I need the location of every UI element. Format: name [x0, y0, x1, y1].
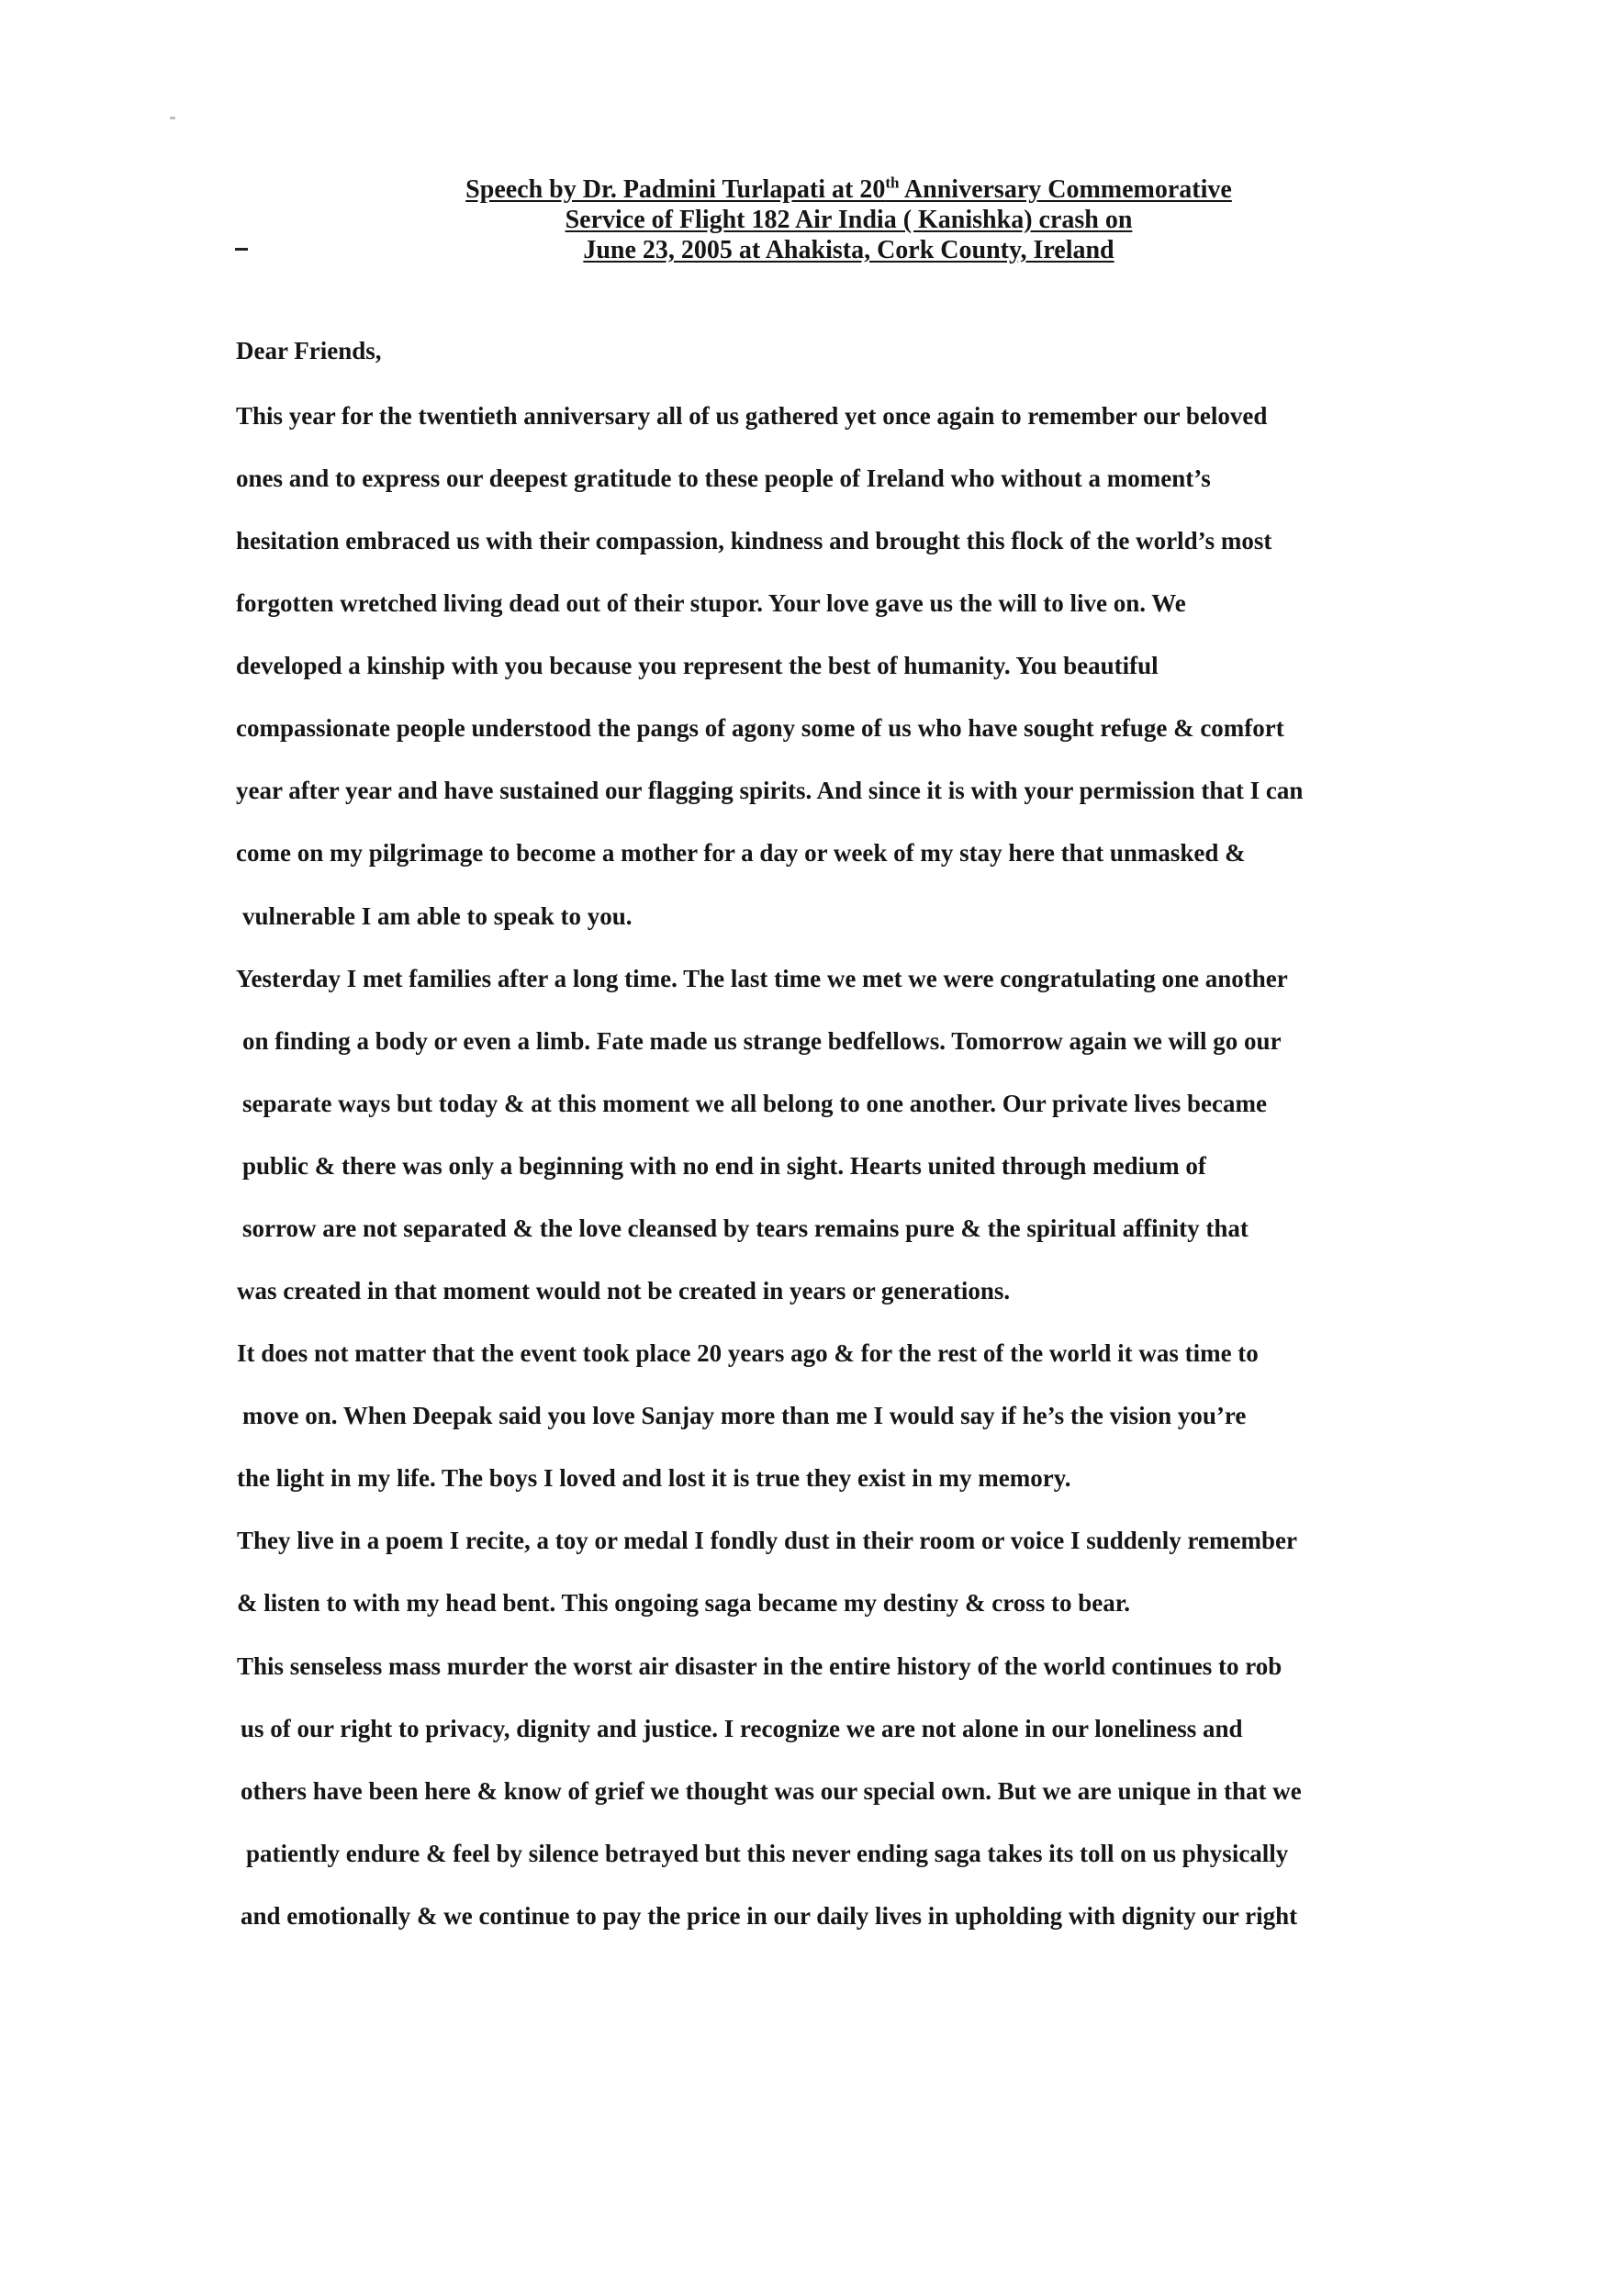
- body-line: compassionate people understood the pangs of agony some of us who have sought refuge & comfort: [236, 714, 1284, 742]
- body-line: us of our right to privacy, dignity and justice. I recognize we are not alone in our loneliness and: [241, 1715, 1243, 1742]
- body-line: This senseless mass murder the worst air disaster in the entire history of the world continues to rob: [237, 1652, 1282, 1680]
- body-line: was created in that moment would not be created in years or generations.: [237, 1277, 1011, 1304]
- body-line: sorrow are not separated & the love cleansed by tears remains pure & the spiritual affinity that: [242, 1215, 1249, 1242]
- title-line-2: Service of Flight 182 Air India ( Kanishka) crash on: [565, 206, 1133, 234]
- body-line: vulnerable I am able to speak to you.: [242, 902, 633, 930]
- body-line: separate ways but today & at this moment we all belong to one another. Our private lives became: [242, 1090, 1267, 1117]
- body-line: year after year and have sustained our flagging spirits. And since it is with your permission that I can: [236, 777, 1304, 804]
- body-line: on finding a body or even a limb. Fate made us strange bedfellows. Tomorrow again we will go our: [242, 1027, 1282, 1055]
- scan-speck: [170, 117, 175, 119]
- body-line: and emotionally & we continue to pay the price in our daily lives in upholding with dignity our right: [241, 1902, 1298, 1930]
- salutation: Dear Friends,: [236, 337, 382, 364]
- body-line: ones and to express our deepest gratitude to these people of Ireland who without a moment’s: [236, 465, 1211, 492]
- body-line: developed a kinship with you because you represent the best of humanity. You beautiful: [236, 652, 1159, 679]
- speech-title: [0, 174, 1624, 265]
- body-line: public & there was only a beginning with no end in sight. Hearts united through medium of: [242, 1152, 1206, 1180]
- body-line: move on. When Deepak said you love Sanjay more than me I would say if he’s the vision you’re: [242, 1402, 1247, 1429]
- body-line: It does not matter that the event took place 20 years ago & for the rest of the world it was time to: [237, 1339, 1259, 1367]
- body-line: hesitation embraced us with their compassion, kindness and brought this flock of the world’s most: [236, 527, 1272, 554]
- title-line-1: Speech by Dr. Padmini Turlapati at 20th Anniversary Commemorative: [465, 174, 1232, 204]
- body-line: This year for the twentieth anniversary all of us gathered yet once again to remember our beloved: [236, 402, 1268, 430]
- body-line: & listen to with my head bent. This ongoing saga became my destiny & cross to bear.: [237, 1589, 1131, 1617]
- body-line: come on my pilgrimage to become a mother for a day or week of my stay here that unmasked &: [236, 839, 1246, 867]
- title-line-3: June 23, 2005 at Ahakista, Cork County, Ireland: [583, 236, 1114, 264]
- body-line: patiently endure & feel by silence betrayed but this never ending saga takes its toll on us physically: [246, 1840, 1289, 1867]
- body-line: Yesterday I met families after a long time. The last time we met we were congratulating one another: [236, 965, 1288, 992]
- body-line: They live in a poem I recite, a toy or medal I fondly dust in their room or voice I suddenly remember: [237, 1527, 1297, 1554]
- body-line: the light in my life. The boys I loved and lost it is true they exist in my memory.: [237, 1464, 1071, 1492]
- body-line: others have been here & know of grief we thought was our special own. But we are unique in that we: [241, 1777, 1302, 1805]
- body-line: forgotten wretched living dead out of their stupor. Your love gave us the will to live on. We: [236, 589, 1186, 617]
